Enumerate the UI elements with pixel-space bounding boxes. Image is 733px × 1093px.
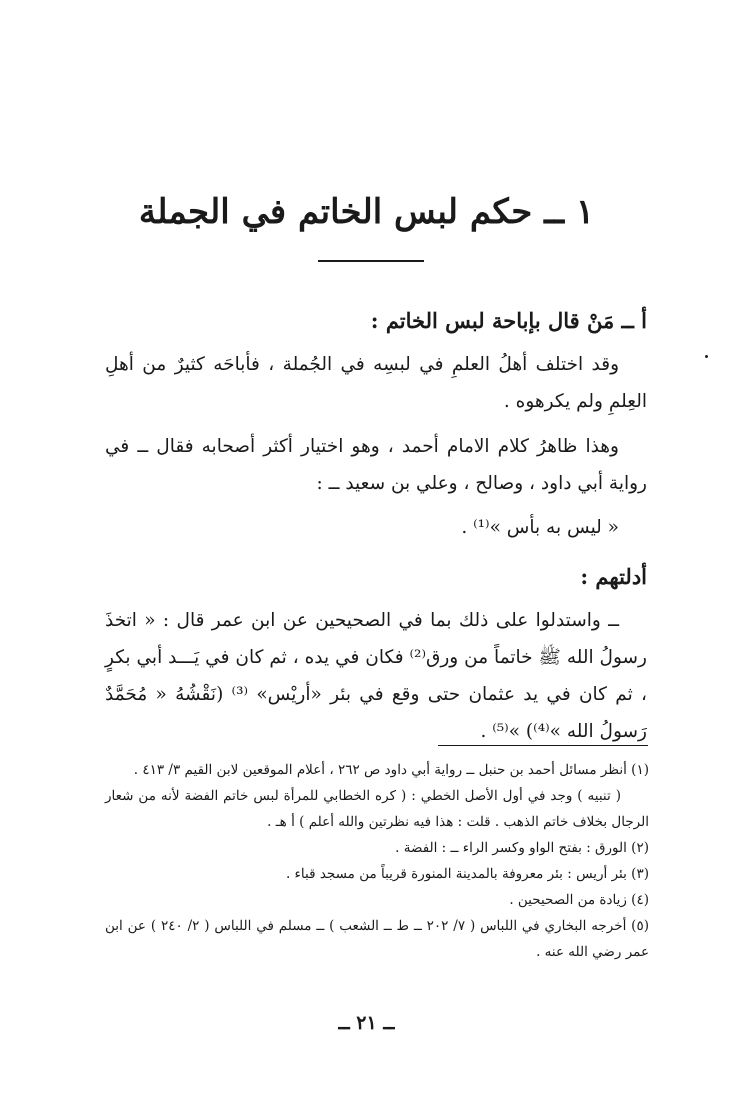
footnote-note: ( تنبيه ) وجد في أول الأصل الخطي : ( كره الخطابي للمرأة لبس خاتم الفضة لأنه من شعار الرجال بخلاف خاتم الذهب . قلت : هذا فيه نظرتين والله أعلم ) أ هـ . bbox=[105, 788, 649, 830]
page-number: ــ ٢١ ــ bbox=[338, 1012, 395, 1034]
paragraph-2: وهذا ظاهرُ كلام الامام أحمد ، وهو اختيار أكثر أصحابه فقال ــ في رواية أبي داود ، وصالح ، وعلي بن سعيد ــ : bbox=[105, 436, 647, 494]
footnote-separator bbox=[438, 745, 648, 746]
quote-line: « ليس به بأس »⁽¹⁾ . bbox=[461, 517, 619, 538]
chapter-title: ١ ــ حكم لبس الخاتم في الجملة bbox=[138, 192, 595, 232]
section-a-heading: أ ــ مَنْ قال بإباحة لبس الخاتم : bbox=[370, 308, 647, 333]
evidence-paragraph: ــ واستدلوا على ذلك بما في الصحيحين عن ابن عمر قال : « اتخذَ رسولُ الله ﷺ خاتماً من ورق⁽²⁾ فكان في يده ، ثم كان في يَـــد أبي بكرٍ ، ثم كان في يد عثمان حتى وقع في بئر «أريْس» ⁽³⁾ (نَقْشُهُ « مُحَمَّدٌ رَسولُ الله »⁽⁴⁾) »⁽⁵⁾ . bbox=[105, 610, 647, 742]
footnote-4: (٤) زيادة من الصحيحين . bbox=[509, 892, 649, 908]
evidence-heading: أدلتهم : bbox=[580, 564, 647, 589]
footnotes-list bbox=[105, 757, 649, 965]
footnote-3: (٣) بئر أريس : بئر معروفة بالمدينة المنورة قريباً من مسجد قباء . bbox=[285, 866, 649, 882]
footnote-5: (٥) أخرجه البخاري في اللباس ( ٧/ ٢٠٢ ــ ط ــ الشعب ) ــ مسلم في اللباس ( ٢/ ٢٤٠ ) عن ابن عمر رضي الله عنه . bbox=[105, 918, 649, 960]
title-underline bbox=[318, 260, 424, 262]
scan-speck bbox=[705, 355, 708, 358]
footnote-2: (٢) الورق : بفتح الواو وكسر الراء ــ : الفضة . bbox=[395, 840, 649, 856]
paragraph-1: وقد اختلف أهلُ العلمِ في لبسِه في الجُملة ، فأباحَه كثيرٌ من أهلِ العِلمِ ولم يكرهوه . bbox=[105, 354, 647, 412]
footnote-1: (١) أنظر مسائل أحمد بن حنبل ــ رواية أبي داود ص ٢٦٢ ، أعلام الموقعين لابن القيم ٣/ ٤١٣ . bbox=[133, 762, 649, 778]
